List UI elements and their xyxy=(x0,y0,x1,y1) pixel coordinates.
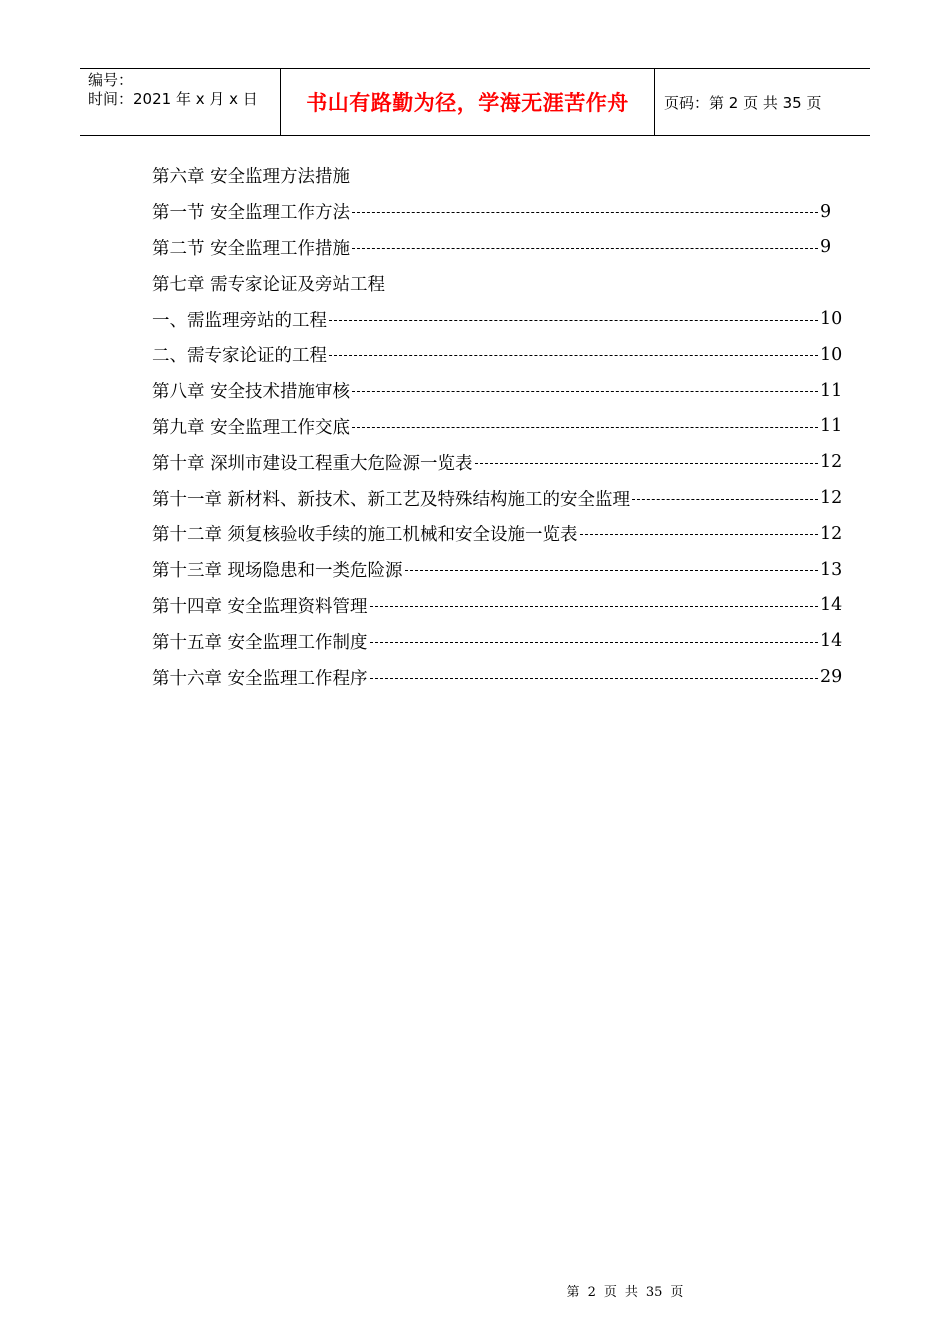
toc-entry-page: 10 xyxy=(820,309,843,330)
toc-entry-title: 一、需监理旁站的工程 xyxy=(152,310,327,331)
footer-word-di: 第 xyxy=(566,1285,580,1300)
toc-entry xyxy=(152,623,842,659)
toc-entry-title: 第九章 安全监理工作交底 xyxy=(152,417,351,438)
toc-entry xyxy=(152,337,842,373)
toc-entry xyxy=(152,588,842,624)
toc-entry xyxy=(152,409,842,445)
toc-entry xyxy=(152,552,842,588)
toc-entry xyxy=(152,265,842,301)
serial-number-label: 编号： xyxy=(88,71,134,89)
toc-entry xyxy=(152,659,842,695)
toc-dot-leader xyxy=(352,427,818,428)
toc-dot-leader xyxy=(370,678,818,679)
toc-entry-page: 14 xyxy=(820,631,843,652)
toc-dot-leader xyxy=(580,534,818,535)
toc-entry-title: 第二节 安全监理工作措施 xyxy=(152,238,351,259)
toc-dot-leader xyxy=(405,570,818,571)
toc-entry-page: 12 xyxy=(820,488,843,509)
toc-entry-title: 第十三章 现场隐患和一类危险源 xyxy=(152,561,403,582)
toc-entry-page: 29 xyxy=(820,667,843,688)
toc-dot-leader xyxy=(329,320,818,321)
toc-entry xyxy=(152,230,842,266)
page-footer xyxy=(0,1281,950,1300)
toc-entry-title: 第十五章 安全监理工作制度 xyxy=(152,632,368,653)
toc-entry-title: 第十二章 须复核验收手续的施工机械和安全设施一览表 xyxy=(152,525,578,546)
toc-dot-leader xyxy=(370,642,818,643)
toc-entry xyxy=(152,373,842,409)
header-page-info: 页码：第 2 页 共 35 页 xyxy=(664,93,822,112)
toc-entry-page: 10 xyxy=(820,344,843,365)
toc-entry-title: 第八章 安全技术措施审核 xyxy=(152,382,351,403)
toc-dot-leader xyxy=(352,391,818,392)
toc-entry-title: 第一节 安全监理工作方法 xyxy=(152,203,351,224)
page-header xyxy=(80,68,870,136)
toc-dot-leader xyxy=(352,212,818,213)
toc-entry-page: 9 xyxy=(820,201,832,222)
toc-entry-page: 12 xyxy=(820,452,843,473)
toc-entry xyxy=(152,194,842,230)
toc-dot-leader xyxy=(370,606,818,607)
toc-entry-title: 第十六章 安全监理工作程序 xyxy=(152,668,368,689)
toc-entry-page: 13 xyxy=(820,559,843,580)
toc-entry-title: 第十章 深圳市建设工程重大危险源一览表 xyxy=(152,453,473,474)
toc-entry-page: 11 xyxy=(820,416,843,437)
toc-entry xyxy=(152,444,842,480)
toc-dot-leader xyxy=(632,499,818,500)
toc-dot-leader xyxy=(352,248,818,249)
header-motto: 书山有路勤为径，学海无涯苦作舟 xyxy=(281,69,655,135)
toc-entry xyxy=(152,301,842,337)
toc-entry-page: 12 xyxy=(820,523,843,544)
toc-entry-page: 9 xyxy=(820,237,832,258)
toc-entry xyxy=(152,480,842,516)
toc-entry-page: 14 xyxy=(820,595,843,616)
toc-entry-title: 第六章 安全监理方法措施 xyxy=(152,167,351,188)
date-label: 时间：2021 年 x 月 x 日 xyxy=(88,90,258,108)
footer-word-gong: 共 xyxy=(624,1285,638,1300)
footer-total-pages: 35 xyxy=(645,1285,663,1300)
toc-entry-title: 二、需专家论证的工程 xyxy=(152,346,327,367)
footer-word-ye-end: 页 xyxy=(670,1285,684,1300)
toc-dot-leader xyxy=(475,463,818,464)
toc-entry-page: 11 xyxy=(820,380,843,401)
toc-entry-title: 第十四章 安全监理资料管理 xyxy=(152,596,368,617)
table-of-contents xyxy=(152,158,842,695)
header-meta xyxy=(80,69,281,135)
toc-entry xyxy=(152,516,842,552)
toc-entry-title: 第七章 需专家论证及旁站工程 xyxy=(152,274,386,295)
footer-word-ye: 页 xyxy=(603,1285,617,1300)
toc-entry-title: 第十一章 新材料、新技术、新工艺及特殊结构施工的安全监理 xyxy=(152,489,631,510)
toc-dot-leader xyxy=(329,355,818,356)
footer-current-page: 2 xyxy=(587,1285,596,1300)
toc-entry xyxy=(152,158,842,194)
